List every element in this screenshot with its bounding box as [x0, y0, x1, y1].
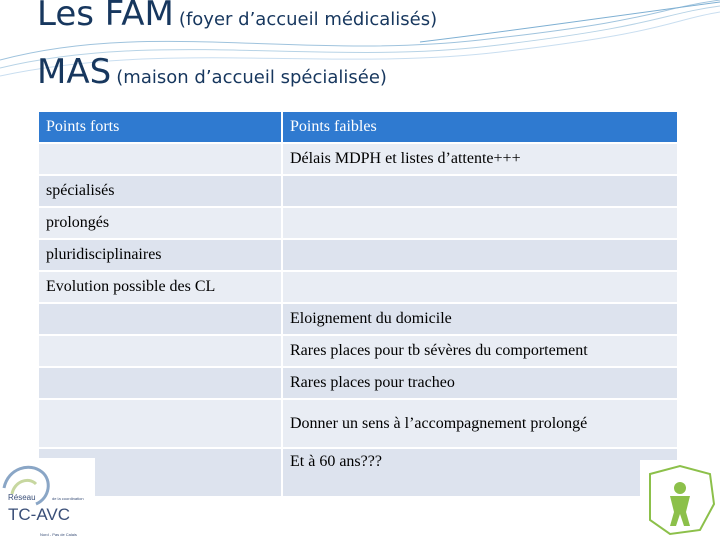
table-row — [39, 400, 677, 447]
person-head-icon — [674, 482, 686, 494]
cell-forts: spécialisés — [39, 176, 281, 206]
cell-faibles: Rares places pour tb sévères du comportement — [283, 336, 677, 366]
table-row — [39, 240, 677, 270]
table-row — [39, 368, 677, 398]
cell-faibles: Donner un sens à l’accompagnement prolongé — [283, 400, 677, 447]
header-points-faibles: Points faibles — [283, 112, 677, 142]
title-fam: Les FAM — [37, 0, 174, 34]
logo-tag: de la coordination — [52, 496, 84, 501]
page-title-line2 — [37, 52, 387, 92]
table-header-row — [39, 112, 677, 142]
cell-faibles: Rares places pour tracheo — [283, 368, 677, 398]
cell-faibles — [283, 272, 677, 302]
person-body-icon — [670, 496, 690, 526]
cell-forts: Evolution possible des CL — [39, 272, 281, 302]
cell-forts — [39, 144, 281, 174]
cell-faibles: Délais MDPH et listes d’attente+++ — [283, 144, 677, 174]
cell-faibles: Et à 60 ans??? — [283, 449, 677, 496]
tc-avc-logo-graphic — [0, 458, 95, 540]
title-mas-subtitle: (maison d’accueil spécialisée) — [116, 67, 387, 88]
title-mas: MAS — [37, 52, 112, 92]
comparison-table — [37, 110, 679, 498]
cell-forts — [39, 368, 281, 398]
cell-faibles: Eloignement du domicile — [283, 304, 677, 334]
cell-faibles — [283, 176, 677, 206]
partner-logo-graphic — [640, 460, 720, 540]
table-row — [39, 304, 677, 334]
table-row — [39, 176, 677, 206]
header-points-forts: Points forts — [39, 112, 281, 142]
cell-faibles — [283, 208, 677, 238]
table-row — [39, 144, 677, 174]
table-row — [39, 336, 677, 366]
table-row — [39, 208, 677, 238]
table-row — [39, 449, 677, 496]
table-row — [39, 272, 677, 302]
page-title-line1 — [37, 0, 437, 34]
partner-logo — [640, 460, 720, 540]
cell-forts — [39, 304, 281, 334]
cell-forts: pluridisciplinaires — [39, 240, 281, 270]
logo-line1: Réseau — [8, 493, 36, 502]
cell-forts: prolongés — [39, 208, 281, 238]
logo-line2: TC-AVC — [8, 505, 71, 524]
cell-forts — [39, 336, 281, 366]
cell-forts — [39, 400, 281, 447]
logo-foot: Nord - Pas de Calais — [40, 532, 77, 537]
title-fam-subtitle: (foyer d’accueil médicalisés) — [178, 9, 438, 30]
reseau-tc-avc-logo — [0, 458, 95, 540]
cell-faibles — [283, 240, 677, 270]
